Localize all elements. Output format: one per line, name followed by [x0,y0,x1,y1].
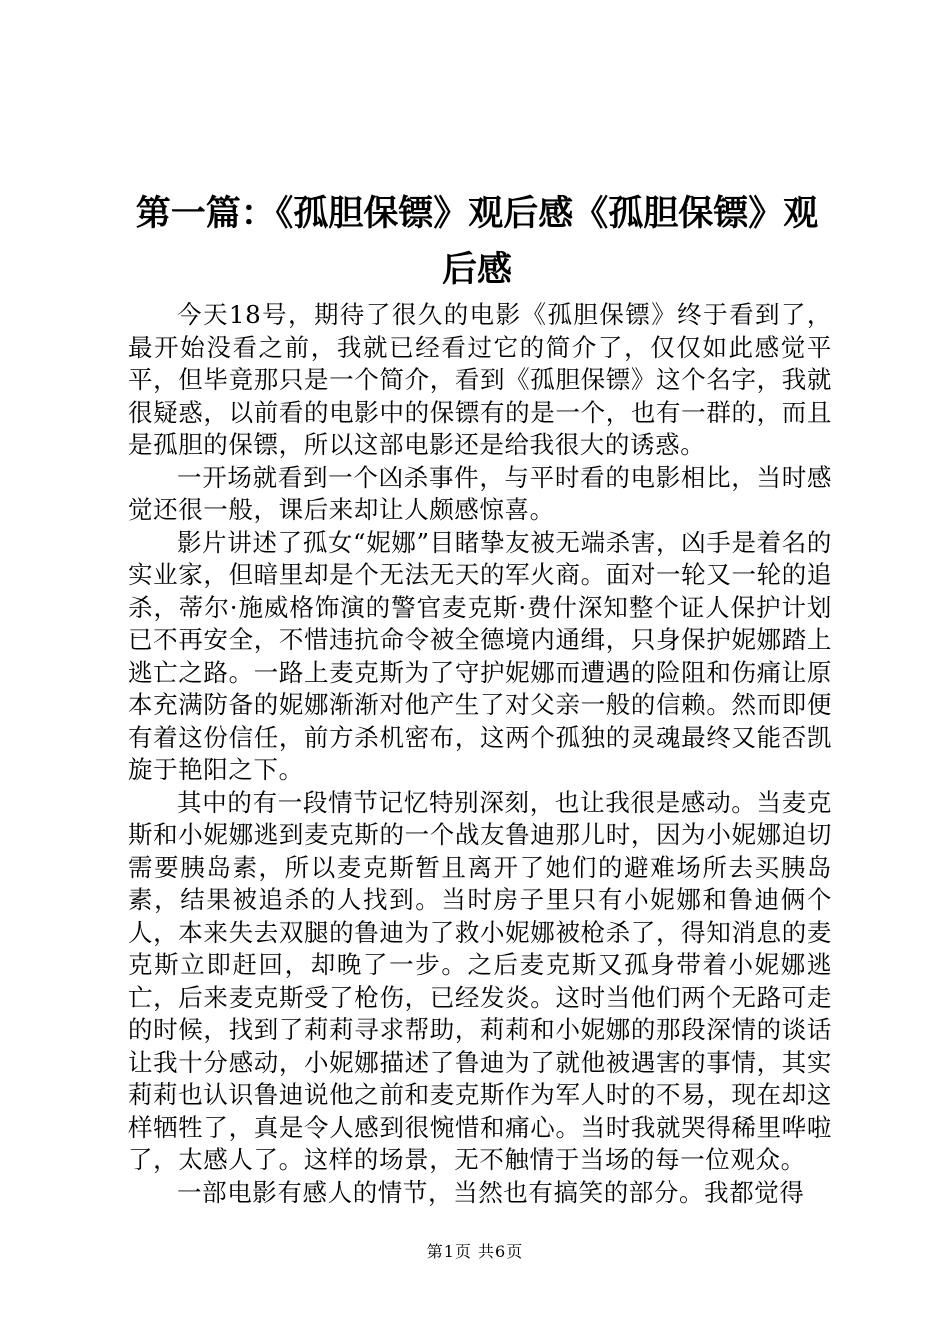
paragraph-5: 一部电影有感人的情节，当然也有搞笑的部分。我都觉得 [177,1177,805,1207]
title-line-1: 第一篇：《孤胆保镖》观后感《孤胆保镖》观 [135,193,819,234]
document-body [128,299,832,1209]
page-footer: 第1页 共6页 [426,1242,524,1261]
document-title [120,186,834,298]
paragraph-3: 影片讲述了孤女“妮娜”目睹挚友被无端杀害，凶手是着名的实业家，但暗里却是个无法无天的军火商。面对一轮又一轮的追杀，蒂尔·施威格饰演的警官麦克斯·费什深知整个证人保护计划已不再安全，不惜违抗命令被全德境内通缉，只身保护妮娜踏上逃亡之路。一路上麦克斯为了守护妮娜而遭遇的险阻和伤痛让原本充满防备的妮娜渐渐对他产生了对父亲一般的信赖。然而即便有着这份信任，前方杀机密布，这两个孤独的灵魂最终又能否凯旋于艳阳之下。 [128,527,832,784]
title-line-2: 后感 [441,249,512,290]
paragraph-2: 一开场就看到一个凶杀事件，与平时看的电影相比，当时感觉还很一般，课后来却让人颇感惊喜。 [128,462,832,524]
paragraph-4: 其中的有一段情节记忆特别深刻，也让我很是感动。当麦克斯和小妮娜逃到麦克斯的一个战友鲁迪那儿时，因为小妮娜迫切需要胰岛素，所以麦克斯暂且离开了她们的避难场所去买胰岛素，结果被追杀的人找到。当时房子里只有小妮娜和鲁迪俩个人，本来失去双腿的鲁迪为了救小妮娜被枪杀了，得知消息的麦克斯立即赶回，却晚了一步。之后麦克斯又孤身带着小妮娜逃亡，后来麦克斯受了枪伤，已经发炎。这时当他们两个无路可走的时候，找到了莉莉寻求帮助，莉莉和小妮娜的那段深情的谈话让我十分感动，小妮娜描述了鲁迪为了就他被遇害的事情，其实莉莉也认识鲁迪说他之前和麦克斯作为军人时的不易，现在却这样牺牲了，真是令人感到很惋惜和痛心。当时我就哭得稀里哗啦了，太感人了。这样的场景，无不触情于当场的每一位观众。 [128,787,832,1174]
paragraph-1: 今天18号，期待了很久的电影《孤胆保镖》终于看到了，最开始没看之前，我就已经看过它的简介了，仅仅如此感觉平平，但毕竟那只是一个简介，看到《孤胆保镖》这个名字，我就很疑惑，以前看的电影中的保镖有的是一个，也有一群的，而且是孤胆的保镖，所以这部电影还是给我很大的诱惑。 [128,300,832,459]
